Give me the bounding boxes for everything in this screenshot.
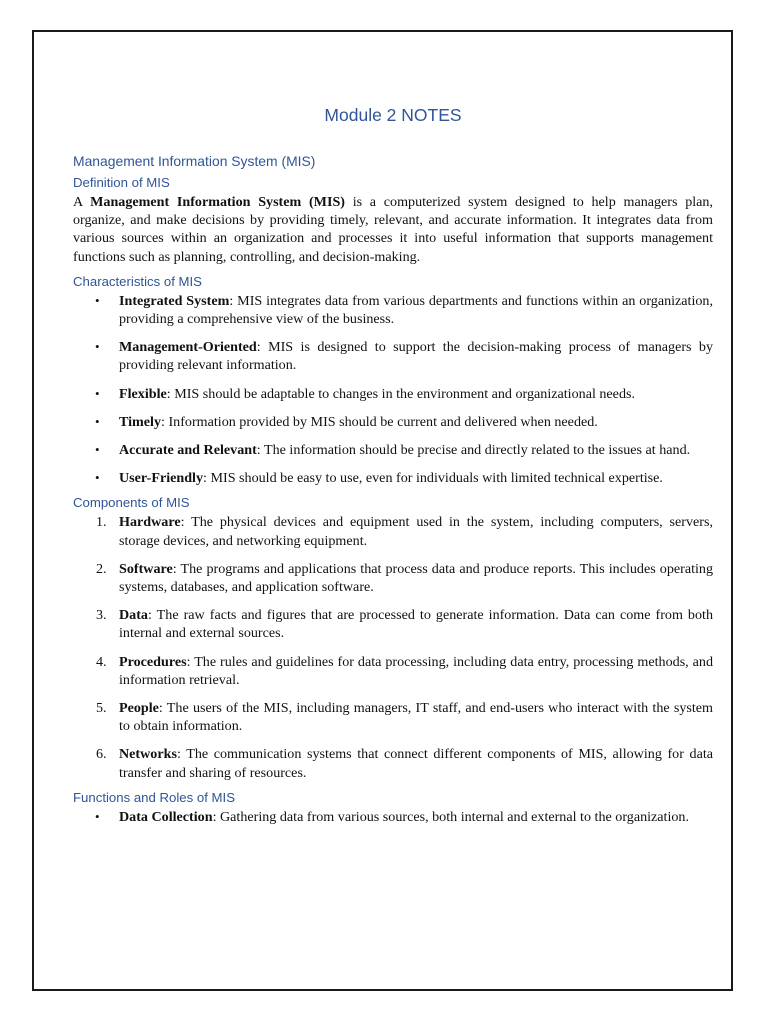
item-text: : The users of the MIS, including managers, IT staff, and end-users who interact with the system to obtain information. <box>119 700 713 735</box>
components-heading: Components of MIS <box>73 495 190 511</box>
characteristics-list <box>73 292 713 488</box>
item-text: : The programs and applications that process data and produce reports. This includes operating systems, databases, and application software. <box>119 560 713 596</box>
item-term: Hardware <box>119 514 181 531</box>
item-term: Procedures <box>119 653 187 670</box>
bullet-icon: • <box>95 339 100 355</box>
page-title: Module 2 NOTES <box>324 105 462 125</box>
section-heading: Management Information System (MIS) <box>73 153 316 169</box>
list-item <box>73 338 713 374</box>
list-item <box>73 606 713 642</box>
item-text: : The raw facts and figures that are processed to generate information. Data can come from both internal and external sources. <box>119 607 713 642</box>
definition-term: Management Information System (MIS) <box>90 194 345 210</box>
bullet-icon: • <box>95 413 100 429</box>
list-number: 3. <box>96 607 107 624</box>
item-term: Flexible <box>119 385 167 402</box>
item-term: Management-Oriented <box>119 339 257 356</box>
item-term: Data Collection <box>119 808 213 825</box>
list-item <box>73 808 713 826</box>
list-item <box>73 385 713 403</box>
item-term: Data <box>119 607 148 624</box>
item-term: Software <box>119 560 173 577</box>
item-term: Timely <box>119 413 162 430</box>
list-item <box>73 292 713 328</box>
definition-paragraph <box>73 193 713 266</box>
list-number: 4. <box>96 653 107 670</box>
item-text: : The rules and guidelines for data processing, including data entry, processing methods, and information retrieval. <box>119 653 713 688</box>
item-term: Integrated System <box>119 292 230 309</box>
document-body <box>73 100 713 836</box>
item-text: : MIS should be easy to use, even for individuals with limited technical expertise. <box>203 470 663 487</box>
item-text: : The physical devices and equipment used in the system, including computers, servers, storage devices, and networking equipment. <box>119 514 713 549</box>
item-text: : Information provided by MIS should be current and delivered when needed. <box>161 413 598 430</box>
list-item <box>73 413 713 431</box>
item-term: User-Friendly <box>119 470 204 487</box>
bullet-icon: • <box>95 385 100 401</box>
characteristics-heading: Characteristics of MIS <box>73 273 202 289</box>
list-number: 1. <box>96 514 107 531</box>
components-list <box>73 513 713 781</box>
list-item <box>73 560 713 596</box>
bullet-icon: • <box>95 470 100 486</box>
item-text: : The information should be precise and directly related to the issues at hand. <box>256 442 691 459</box>
item-text: : MIS should be adaptable to changes in the environment and organizational needs. <box>166 385 635 402</box>
item-text: : The communication systems that connect different components of MIS, allowing for data transfer and sharing of resources. <box>119 746 713 781</box>
definition-text: is a computerized system designed to help managers plan, organize, and make decisions by providing timely, relevant, and accurate information. It integrates data from various sources within an organization and processes it into useful information that supports management functions such as planning, controlling, and decision-making. <box>73 194 713 265</box>
item-term: Networks <box>119 746 177 763</box>
bullet-icon: • <box>95 292 100 308</box>
list-number: 2. <box>96 560 107 577</box>
item-text: : MIS is designed to support the decision-making process of managers by providing relevant information. <box>119 339 713 374</box>
item-term: People <box>119 700 159 717</box>
bullet-icon: • <box>95 808 100 824</box>
list-item <box>73 441 713 459</box>
list-number: 5. <box>96 700 107 717</box>
functions-heading: Functions and Roles of MIS <box>73 789 235 805</box>
definition-heading: Definition of MIS <box>73 175 170 190</box>
item-text: : MIS integrates data from various departments and functions within an organization, providing a comprehensive view of the business. <box>119 292 713 328</box>
list-item <box>73 513 713 549</box>
item-term: Accurate and Relevant <box>119 442 257 459</box>
definition-intro: A <box>73 194 91 210</box>
list-item <box>73 469 713 487</box>
bullet-icon: • <box>95 442 100 458</box>
item-text: : Gathering data from various sources, both internal and external to the organization. <box>212 808 689 825</box>
list-item <box>73 745 713 781</box>
list-item <box>73 699 713 735</box>
functions-list <box>73 808 713 826</box>
list-item <box>73 653 713 689</box>
list-number: 6. <box>96 746 107 763</box>
